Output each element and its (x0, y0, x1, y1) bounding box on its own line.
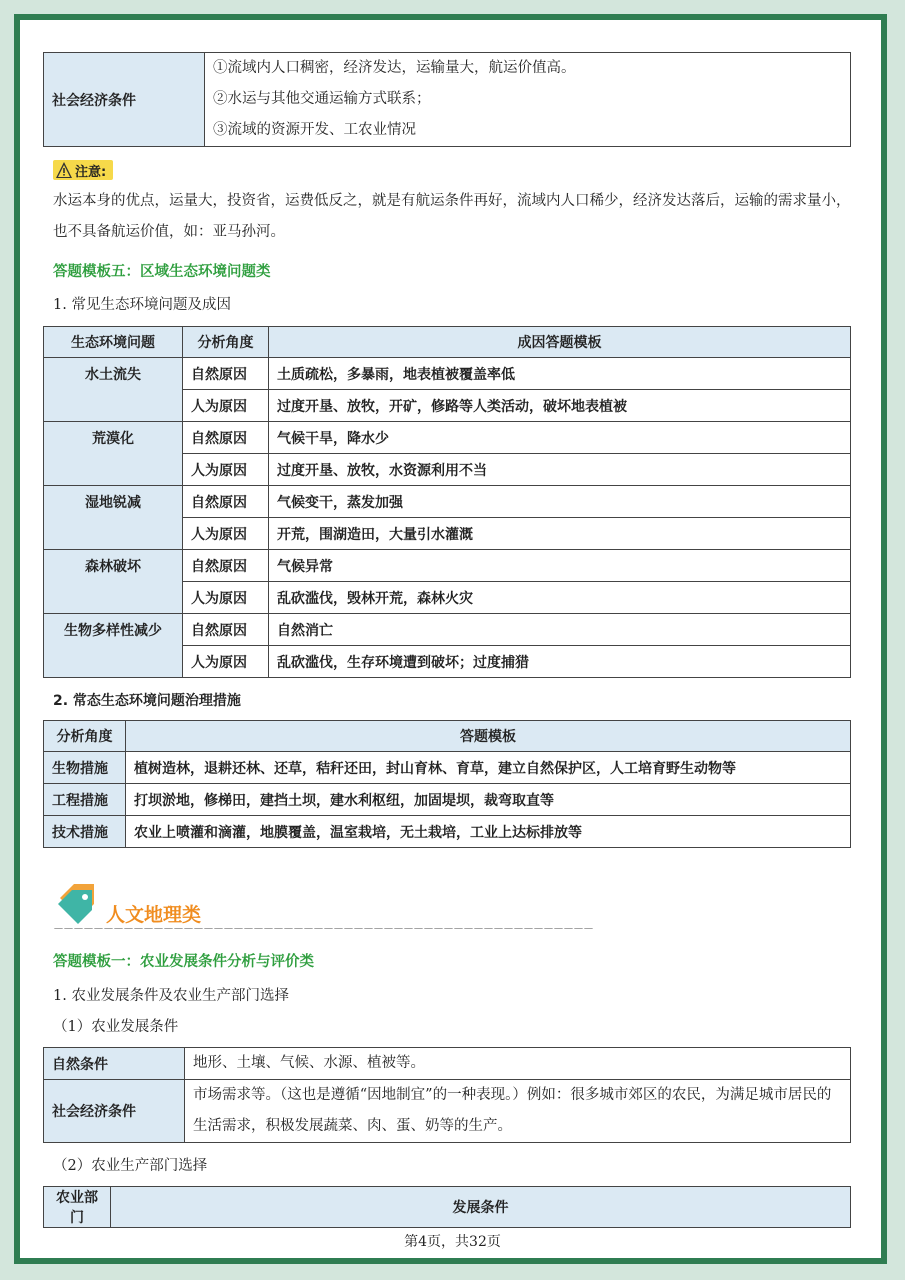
th-conditions: 发展条件 (111, 1187, 851, 1228)
problem-cell: 生物多样性减少 (44, 614, 183, 678)
reason-cell: 过度开垦、放牧，开矿，修路等人类活动，破坏地表植被 (269, 390, 851, 422)
th-template: 答题模板 (126, 721, 851, 752)
social-economic-table (43, 52, 851, 147)
angle-cell: 自然原因 (183, 614, 269, 646)
cond-label: 自然条件 (44, 1048, 185, 1080)
reason-cell: 气候变干，蒸发加强 (269, 486, 851, 518)
agri-dept-table (43, 1186, 851, 1228)
humanities-sub1b: （2）农业生产部门选择 (53, 1158, 208, 1174)
reason-cell: 气候异常 (269, 550, 851, 582)
page-footer: 第4页，共32页 (404, 1234, 501, 1250)
angle-cell: 人为原因 (183, 390, 269, 422)
section5-sub2: 2. 常态生态环境问题治理措施 (53, 693, 241, 709)
problem-cell: 荒漠化 (44, 422, 183, 486)
eco-problems-table (43, 326, 851, 678)
angle-cell: 自然原因 (183, 422, 269, 454)
cond-text: 市场需求等。（这也是遵循“因地制宜”的一种表现。）例如：很多城市郊区的农民，为满足城市居民的生活需求，积极发展蔬菜、肉、蛋、奶等的生产。 (185, 1080, 851, 1143)
problem-cell: 水土流失 (44, 358, 183, 422)
reason-cell: 乱砍滥伐，毁林开荒，森林火灾 (269, 582, 851, 614)
measure-label: 技术措施 (44, 816, 126, 848)
reason-cell: 土质疏松，多暴雨，地表植被覆盖率低 (269, 358, 851, 390)
cond-label: 社会经济条件 (44, 1080, 185, 1143)
angle-cell: 人为原因 (183, 582, 269, 614)
line-1: ①流域内人口稠密，经济发达，运输量大，航运价值高。 (213, 60, 576, 76)
template1-title: 答题模板一：农业发展条件分析与评价类 (53, 954, 314, 970)
problem-cell: 森林破坏 (44, 550, 183, 614)
reason-cell: 乱砍滥伐，生存环境遭到破坏；过度捕猎 (269, 646, 851, 678)
th-angle: 分析角度 (44, 721, 126, 752)
notice-text: 水运本身的优点，运量大，投资省，运费低反之，就是有航运条件再好，流域内人口稀少，经济发达落后，运输的需求量小，也不具备航运价值，如：亚马孙河。 (53, 193, 851, 240)
cond-text: 地形、土壤、气候、水源、植被等。 (185, 1048, 851, 1080)
dashed-divider: －－－－－－－－－－－－－－－－－－－－－－－－－－－－－－－－－－－－－－－－－－－－－－－－－－－－－－ (53, 922, 593, 935)
warning-icon (55, 161, 73, 179)
measure-text: 打坝淤地，修梯田，建挡土坝，建水利枢纽，加固堤坝，裁弯取直等 (126, 784, 851, 816)
humanities-sub1a: （1）农业发展条件 (53, 1019, 179, 1035)
measure-text: 农业上喷灌和滴灌，地膜覆盖，温室栽培，无土栽培，工业上达标排放等 (126, 816, 851, 848)
angle-cell: 人为原因 (183, 454, 269, 486)
th-template: 成因答题模板 (269, 327, 851, 358)
section5-title: 答题模板五：区域生态环境问题类 (53, 264, 271, 280)
measure-label: 生物措施 (44, 752, 126, 784)
reason-cell: 开荒，围湖造田，大量引水灌溉 (269, 518, 851, 550)
line-2: ②水运与其他交通运输方式联系； (213, 91, 431, 107)
reason-cell: 自然消亡 (269, 614, 851, 646)
measure-label: 工程措施 (44, 784, 126, 816)
angle-cell: 自然原因 (183, 358, 269, 390)
reason-cell: 过度开垦、放牧，水资源利用不当 (269, 454, 851, 486)
humanities-heading: 人文地理类 (106, 904, 202, 926)
problem-cell: 湿地锐减 (44, 486, 183, 550)
humanities-sub1: 1. 农业发展条件及农业生产部门选择 (53, 988, 289, 1004)
notice-label: 注意: (75, 165, 107, 180)
angle-cell: 自然原因 (183, 486, 269, 518)
tag-icon (56, 880, 100, 924)
measures-table (43, 720, 851, 848)
row-label: 社会经济条件 (44, 53, 205, 147)
line-3: ③流域的资源开发、工农业情况 (213, 122, 416, 138)
section5-sub1: 1. 常见生态环境问题及成因 (53, 297, 231, 313)
measure-text: 植树造林，退耕还林、还草，秸秆还田，封山育林、育草，建立自然保护区，人工培育野生动物等 (126, 752, 851, 784)
th-angle: 分析角度 (183, 327, 269, 358)
angle-cell: 人为原因 (183, 646, 269, 678)
agri-conditions-table (43, 1047, 851, 1143)
angle-cell: 自然原因 (183, 550, 269, 582)
angle-cell: 人为原因 (183, 518, 269, 550)
reason-cell: 气候干旱，降水少 (269, 422, 851, 454)
th-dept: 农业部门 (44, 1187, 111, 1228)
th-problem: 生态环境问题 (44, 327, 183, 358)
notice-badge (53, 160, 113, 180)
